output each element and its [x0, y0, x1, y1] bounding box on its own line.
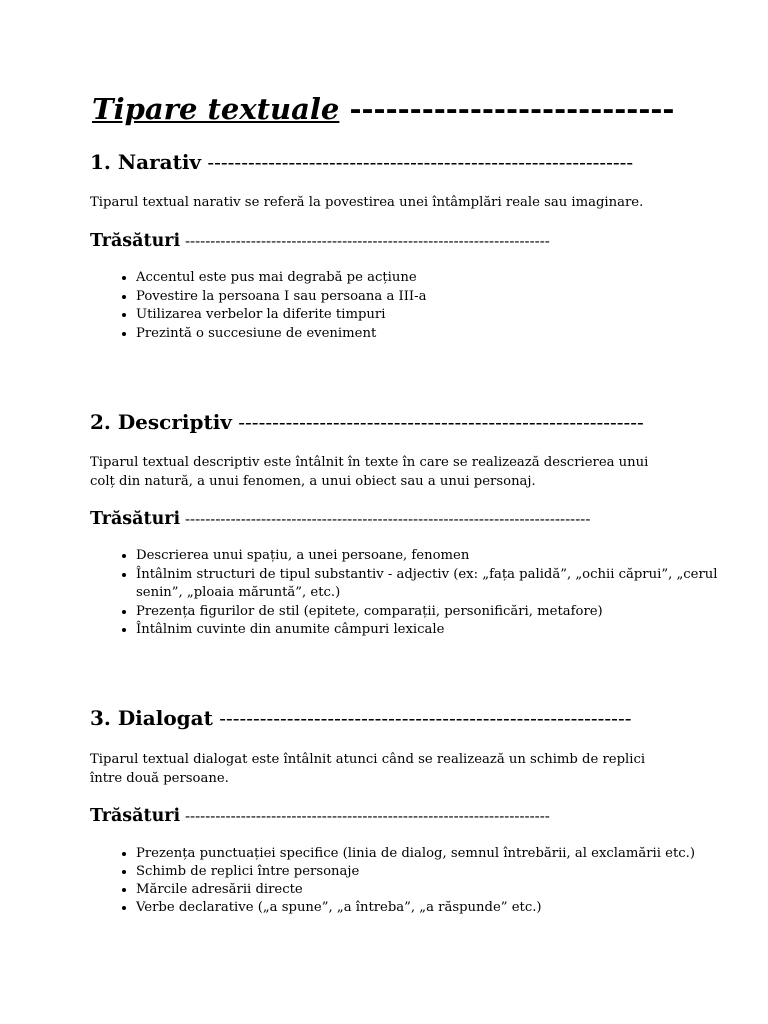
list-item: • Povestire la persoana I sau persoana a III-a	[136, 288, 726, 307]
section-description-descriptiv: Tiparul textual descriptiv este întâlnit în texte în care se realizează descrierea unui colț din natură, a unui fenomen, a unui obiect sau a unui personaj.	[90, 455, 649, 489]
section-description-narativ: Tiparul textual narativ se referă la povestirea unei întâmplări reale sau imaginare.	[90, 195, 644, 210]
document-title-dashes: ---------------------------	[339, 92, 675, 126]
document-title	[92, 92, 674, 126]
section-heading-dashes: ------------------------------------------------------------	[231, 410, 644, 434]
list-item: • Întâlnim structuri de tipul substantiv - adjectiv (ex: „fața palidă”, „ochii căprui”, „cerul senin”, „ploaia măruntă”, etc.)	[136, 566, 726, 603]
traits-heading-dashes: ------------------------------------------------------------------------	[180, 232, 550, 250]
section-heading-text: 1. Narativ	[90, 150, 202, 174]
traits-heading-dialogat	[90, 806, 550, 826]
list-item: • Mărcile adresării directe	[136, 881, 726, 899]
list-item: • Descrierea unui spațiu, a unei persoane, fenomen	[136, 547, 726, 566]
traits-heading-text: Trăsături	[90, 806, 181, 826]
section-heading-dashes: -------------------------------------------------------------	[212, 706, 632, 730]
section-heading-text: 2. Descriptiv	[90, 410, 232, 434]
traits-list-descriptiv	[90, 547, 726, 640]
list-item: • Prezintă o succesiune de eveniment	[136, 325, 726, 344]
list-item: • Prezența figurilor de stil (epitete, comparații, personificări, metafore)	[136, 603, 726, 622]
list-item: • Accentul este pus mai degrabă pe acțiune	[136, 269, 726, 288]
traits-heading-descriptiv	[90, 509, 590, 529]
traits-heading-text: Trăsături	[90, 231, 181, 251]
list-item: • Verbe declarative („a spune”, „a întreba”, „a răspunde” etc.)	[136, 899, 726, 917]
section-heading-descriptiv	[90, 410, 644, 434]
section-heading-dialogat	[90, 706, 631, 730]
traits-heading-narativ	[90, 231, 550, 251]
section-heading-text: 3. Dialogat	[90, 706, 213, 730]
list-item: • Utilizarea verbelor la diferite timpuri	[136, 306, 726, 325]
traits-heading-dashes: --------------------------------------------------------------------------------	[180, 510, 591, 528]
traits-list-dialogat	[90, 845, 726, 917]
traits-list-narativ	[90, 269, 726, 343]
document-title-text: Tipare textuale	[92, 92, 340, 126]
traits-heading-dashes: ------------------------------------------------------------------------	[180, 807, 550, 825]
section-description-dialogat: Tiparul textual dialogat este întâlnit atunci când se realizează un schimb de replici între două persoane.	[90, 752, 646, 786]
list-item: • Întâlnim cuvinte din anumite câmpuri lexicale	[136, 621, 726, 640]
traits-heading-text: Trăsături	[90, 509, 181, 529]
list-item: • Prezența punctuației specifice (linia de dialog, semnul întrebării, al exclamării etc.)	[136, 845, 726, 863]
section-heading-dashes: ---------------------------------------------------------------	[201, 150, 634, 174]
list-item: • Schimb de replici între personaje	[136, 863, 726, 881]
section-heading-narativ	[90, 150, 633, 174]
